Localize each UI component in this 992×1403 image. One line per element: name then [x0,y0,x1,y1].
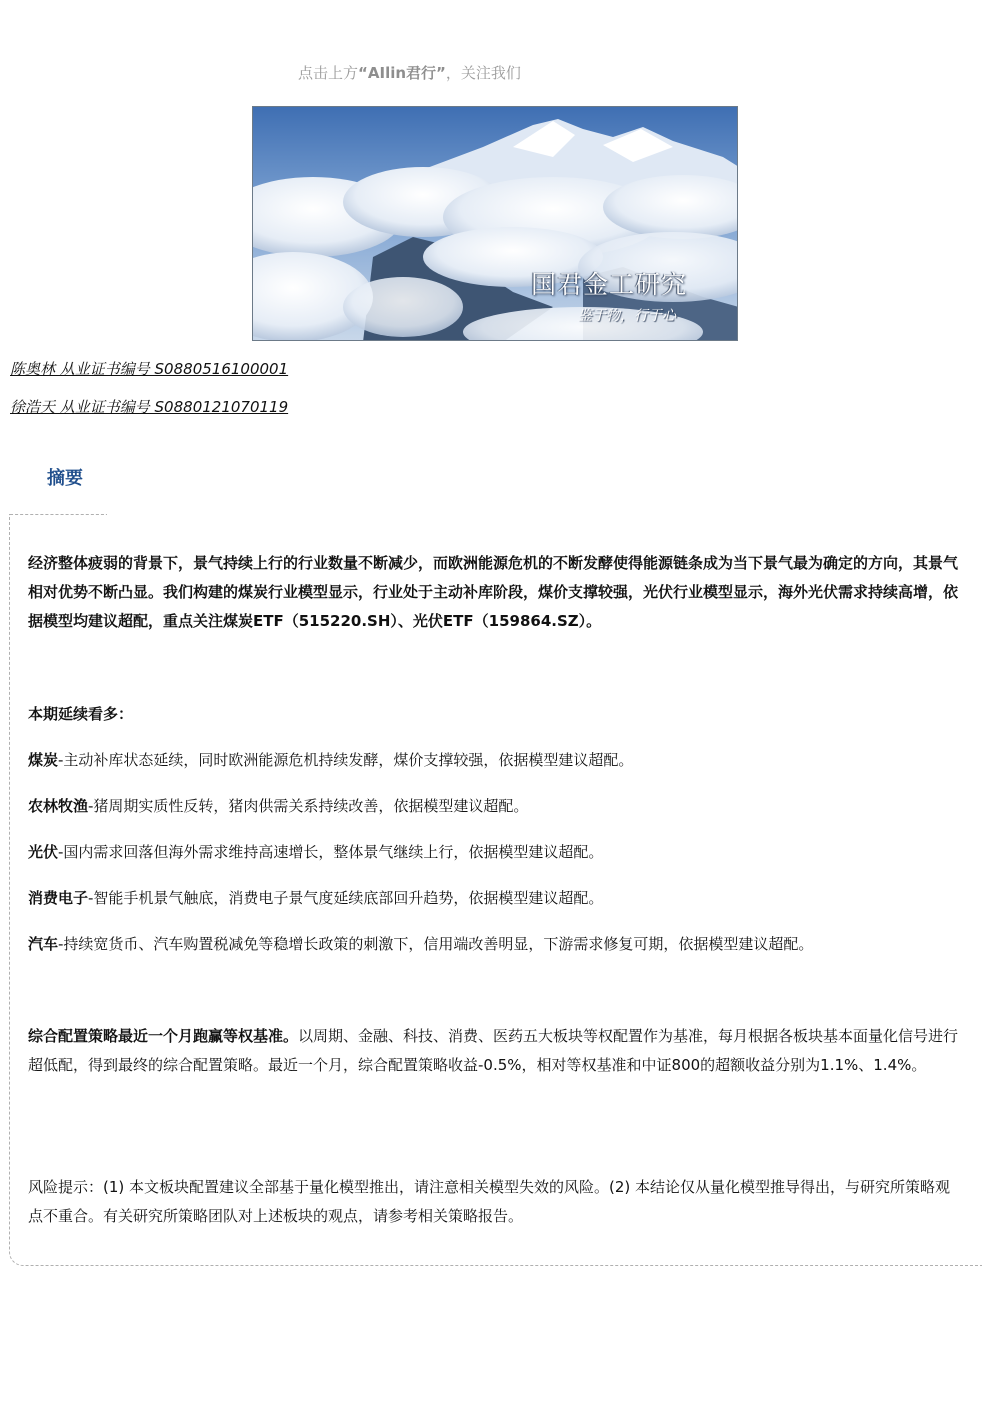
sector-text: -主动补库状态延续，同时欧洲能源危机持续发酵，煤价支撑较强，依据模型建议超配。 [58,751,634,769]
sector-item [28,930,963,959]
banner-image [252,106,738,341]
section-title: 摘要 [47,468,83,489]
continue-heading: 本期延续看多： [28,705,134,723]
strategy-lead: 综合配置策略最近一个月跑赢等权基准。 [28,1027,299,1045]
sector-name: 农林牧渔 [28,797,89,815]
author-link[interactable]: 陈奥林 从业证书编号 S0880516100001 [10,360,289,378]
sector-text: -国内需求回落但海外需求维持高速增长，整体景气继续上行，依据模型建议超配。 [58,843,604,861]
strategy-paragraph [28,1022,963,1080]
follow-prompt[interactable] [298,62,521,83]
sector-item [28,746,963,775]
follow-brand[interactable]: “AIlin君行” [358,64,446,82]
sector-name: 汽车 [28,935,59,953]
sector-name: 消费电子 [28,889,89,907]
author-link[interactable]: 徐浩天 从业证书编号 S0880121070119 [10,398,289,416]
sector-name: 光伏 [28,843,59,861]
sector-text: -持续宽货币、汽车购置税减免等稳增长政策的刺激下，信用端改善明显，下游需求修复可期，依据模型建议超配。 [58,935,814,953]
banner-title: 国君金工研究 [531,270,688,299]
summary-paragraph: 经济整体疲弱的背景下，景气持续上行的行业数量不断减少，而欧洲能源危机的不断发酵使得能源链条成为当下景气最为确定的方向，其景气相对优势不断凸显。我们构建的煤炭行业模型显示，行业处于主动补库阶段，煤价支撑较强，光伏行业模型显示，海外光伏需求持续高增，依据模型均建议超配，重点关注煤炭ETF（515220.SH）、光伏ETF（159864.SZ）。 [28,554,959,630]
strategy-text: 以周期、金融、科技、消费、医药五大板块等权配置作为基准，每月根据各板块基本面量化信号进行超低配，得到最终的综合配置策略。最近一个月，综合配置策略收益-0.5%，相对等权基准和中证800的超额收益分别为1.1%、1.4%。 [28,1027,959,1074]
sector-item [28,792,963,821]
sector-text: -智能手机景气触底，消费电子景气度延续底部回升趋势，依据模型建议超配。 [88,889,604,907]
follow-prefix: 点击上方 [298,64,359,82]
sector-name: 煤炭 [28,751,59,769]
banner-motto: 鉴于物，行于心 [578,308,676,324]
sector-text: -猪周期实质性反转，猪肉供需关系持续改善，依据模型建议超配。 [88,797,529,815]
sector-item [28,884,963,913]
risk-paragraph: 风险提示：(1) 本文板块配置建议全部基于量化模型推出，请注意相关模型失效的风险。(2) 本结论仅从量化模型推导得出，与研究所策略观点不重合。有关研究所策略团队对上述板块的观点，请参考相关策略报告。 [28,1178,951,1225]
follow-suffix: ，关注我们 [445,64,521,82]
sector-item [28,838,963,867]
